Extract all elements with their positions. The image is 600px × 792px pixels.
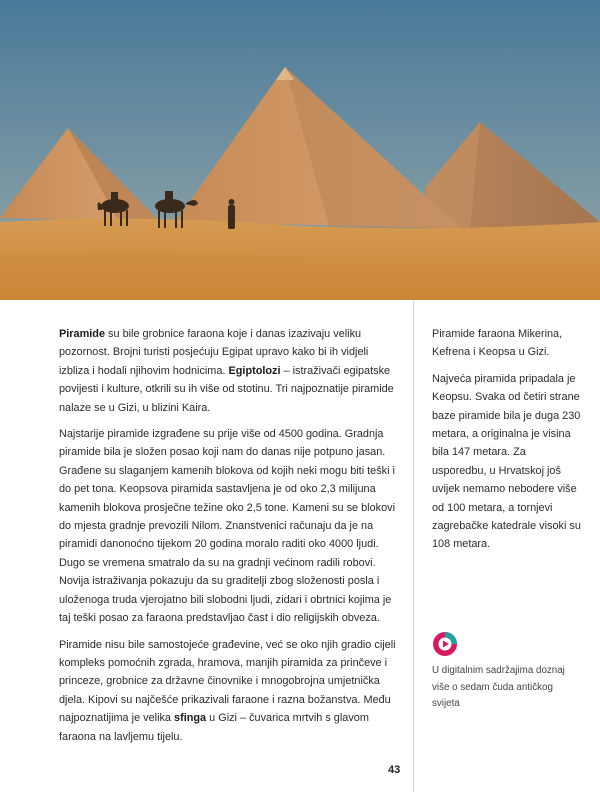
- pyramids-photo: [0, 0, 600, 300]
- main-text-column: [59, 325, 401, 754]
- paragraph-construction: Najstarije piramide izgrađene su prije više od 4500 godina. Gradnja piramide bila je složen posao koji nam do danas nije potpuno jasan. Građene su slaganjem kamenih blokova od kojih neki mogu biti teški i do pet tona. Keopsova piramida sastavljena je od oko 2,3 milijuna kamenih blokova prosječne težine oko 2,5 tone. Kameni su se blokovi do mjesta gradnje prevozili Nilom. Znanstvenici računaju da je na piramidi danonoćno tijekom 20 godina moralo raditi oko 4000 ljudi. Dugo se vremena smatralo da su na gradnji većinom radili robovi. Novija istraživanja pokazuju da su graditelji zbog složenosti posla i uloženoga truda vjerojatno bili slobodni ljudi, zidari i obrtnici kojima je taj teški posao za faraona predstavljao čast i dio religijskih obveza.: [59, 428, 395, 625]
- complex-text-2: u Gizi – čuvarica mrtvih s glavom faraona na lavljemu tijelu.: [59, 712, 369, 743]
- term-piramide: Piramide: [59, 328, 106, 340]
- side-fact: Najveća piramida pripadala je Keopsu. Svaka od četiri strane baze piramide bila je duga 230 metara, a originalna je visina bila 147 metara. Za usporedbu, u Hrvatskoj još uvijek nemamo nebodere više od 100 metara, a tornjevi zagrebačke katedrale visoki su 108 metara.: [432, 372, 581, 551]
- intro-text-1: su bile grobnice faraona koje i danas izazivaju veliku pozornost. Brojni turisti posjećuju Egipat upravo kako bi ih vidjeli izbliza i hodali njihovim hodnicima.: [59, 328, 369, 377]
- page-number: 43: [388, 764, 401, 776]
- photo-caption: Piramide faraona Mikerina, Kefrena i Keopsa u Gizi.: [432, 328, 563, 359]
- intro-text-2: – istraživači egipatske povijesti i kulture, otkrili su ih više od stotinu. Tri najpoznatije piramide nalaze se u Gizi, u blizini Kaira.: [59, 364, 394, 414]
- side-column: [432, 325, 582, 562]
- complex-text-1: Piramide nisu bile samostojeće građevine, već se oko njih gradio cijeli kompleks pomoćnih zgrada, hramova, manjih piramida za prinčeve i princeze, grobnice za državne činovnike i mnogobrojna umjetnička djela. Kipovi su najčešće prikazivali faraone i razna božanstva. Među najpoznatijima je velika: [59, 638, 396, 725]
- term-sfinga: sfinga: [174, 712, 207, 725]
- digital-content-play-icon[interactable]: [432, 631, 458, 657]
- digital-content-text: U digitalnim sadržajima doznaj više o sedam čuda antičkog svijeta: [432, 665, 565, 709]
- pyramids-of-giza-image: [0, 0, 600, 300]
- paragraph-complex: [59, 636, 401, 746]
- column-divider: [413, 300, 414, 792]
- term-egiptolozi: Egiptolozi: [228, 364, 281, 377]
- paragraph-intro: [59, 325, 401, 417]
- digital-content-note[interactable]: [432, 631, 582, 713]
